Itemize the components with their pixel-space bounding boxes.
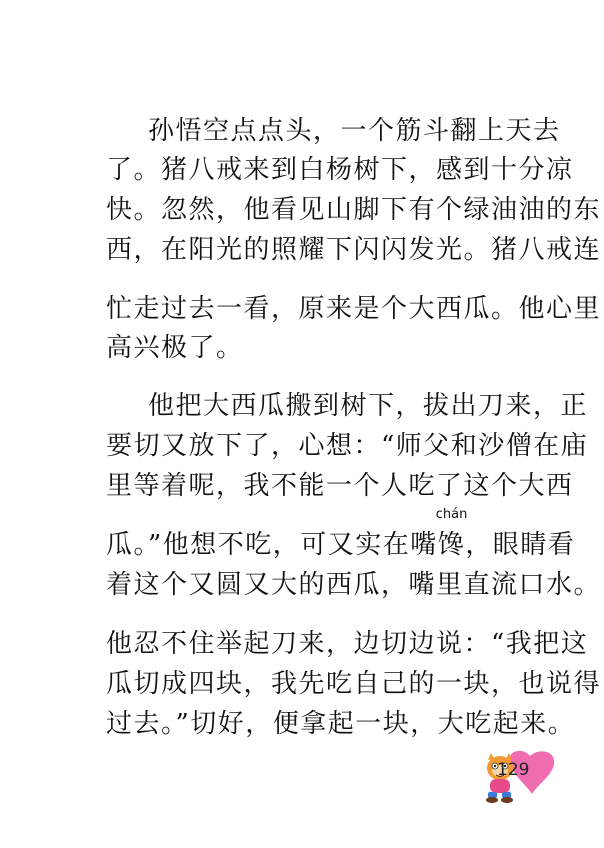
text-line: 高兴极了。 bbox=[106, 333, 244, 363]
text-line: 过去。”切好，便拿起一块，大吃起来。 bbox=[106, 709, 576, 739]
ruby-annotation bbox=[435, 507, 468, 560]
text-line: 忙走过去一看，原来是个大西瓜。他心里 bbox=[106, 294, 602, 324]
text-line: 西，在阳光的照耀下闪闪发光。猪八戒连 bbox=[106, 235, 602, 265]
text-line: 了。猪八戒来到白杨树下，感到十分凉 bbox=[106, 155, 574, 185]
text-line: 里等着呢，我不能一个人吃了这个大西 bbox=[106, 471, 574, 501]
text-segment: 瓜。”他想不吃，可又实在嘴 bbox=[106, 530, 438, 560]
text-line-with-ruby bbox=[106, 507, 576, 560]
annotated-character: 馋 bbox=[437, 530, 466, 560]
text-line: 他把大西瓜搬到树下，拔出刀来，正 bbox=[148, 391, 589, 421]
text-line: 瓜切成四块，我先吃自己的一块，也说得 bbox=[106, 669, 602, 699]
text-line: 要切又放下了，心想：“师父和沙僧在庙 bbox=[106, 431, 589, 461]
text-line: 他忍不住举起刀来，边切边说：“我把这 bbox=[106, 629, 589, 659]
page-number: 129 bbox=[497, 760, 530, 780]
text-line: 着这个又圆又大的西瓜，嘴里直流口水。 bbox=[106, 570, 602, 600]
text-line: 孙悟空点点头，一个筋斗翻上天去 bbox=[148, 116, 561, 146]
text-line: 快。忽然，他看见山脚下有个绿油油的东 bbox=[106, 195, 602, 225]
text-segment: ，眼睛看 bbox=[465, 530, 576, 560]
pinyin-annotation: chán bbox=[435, 507, 468, 522]
